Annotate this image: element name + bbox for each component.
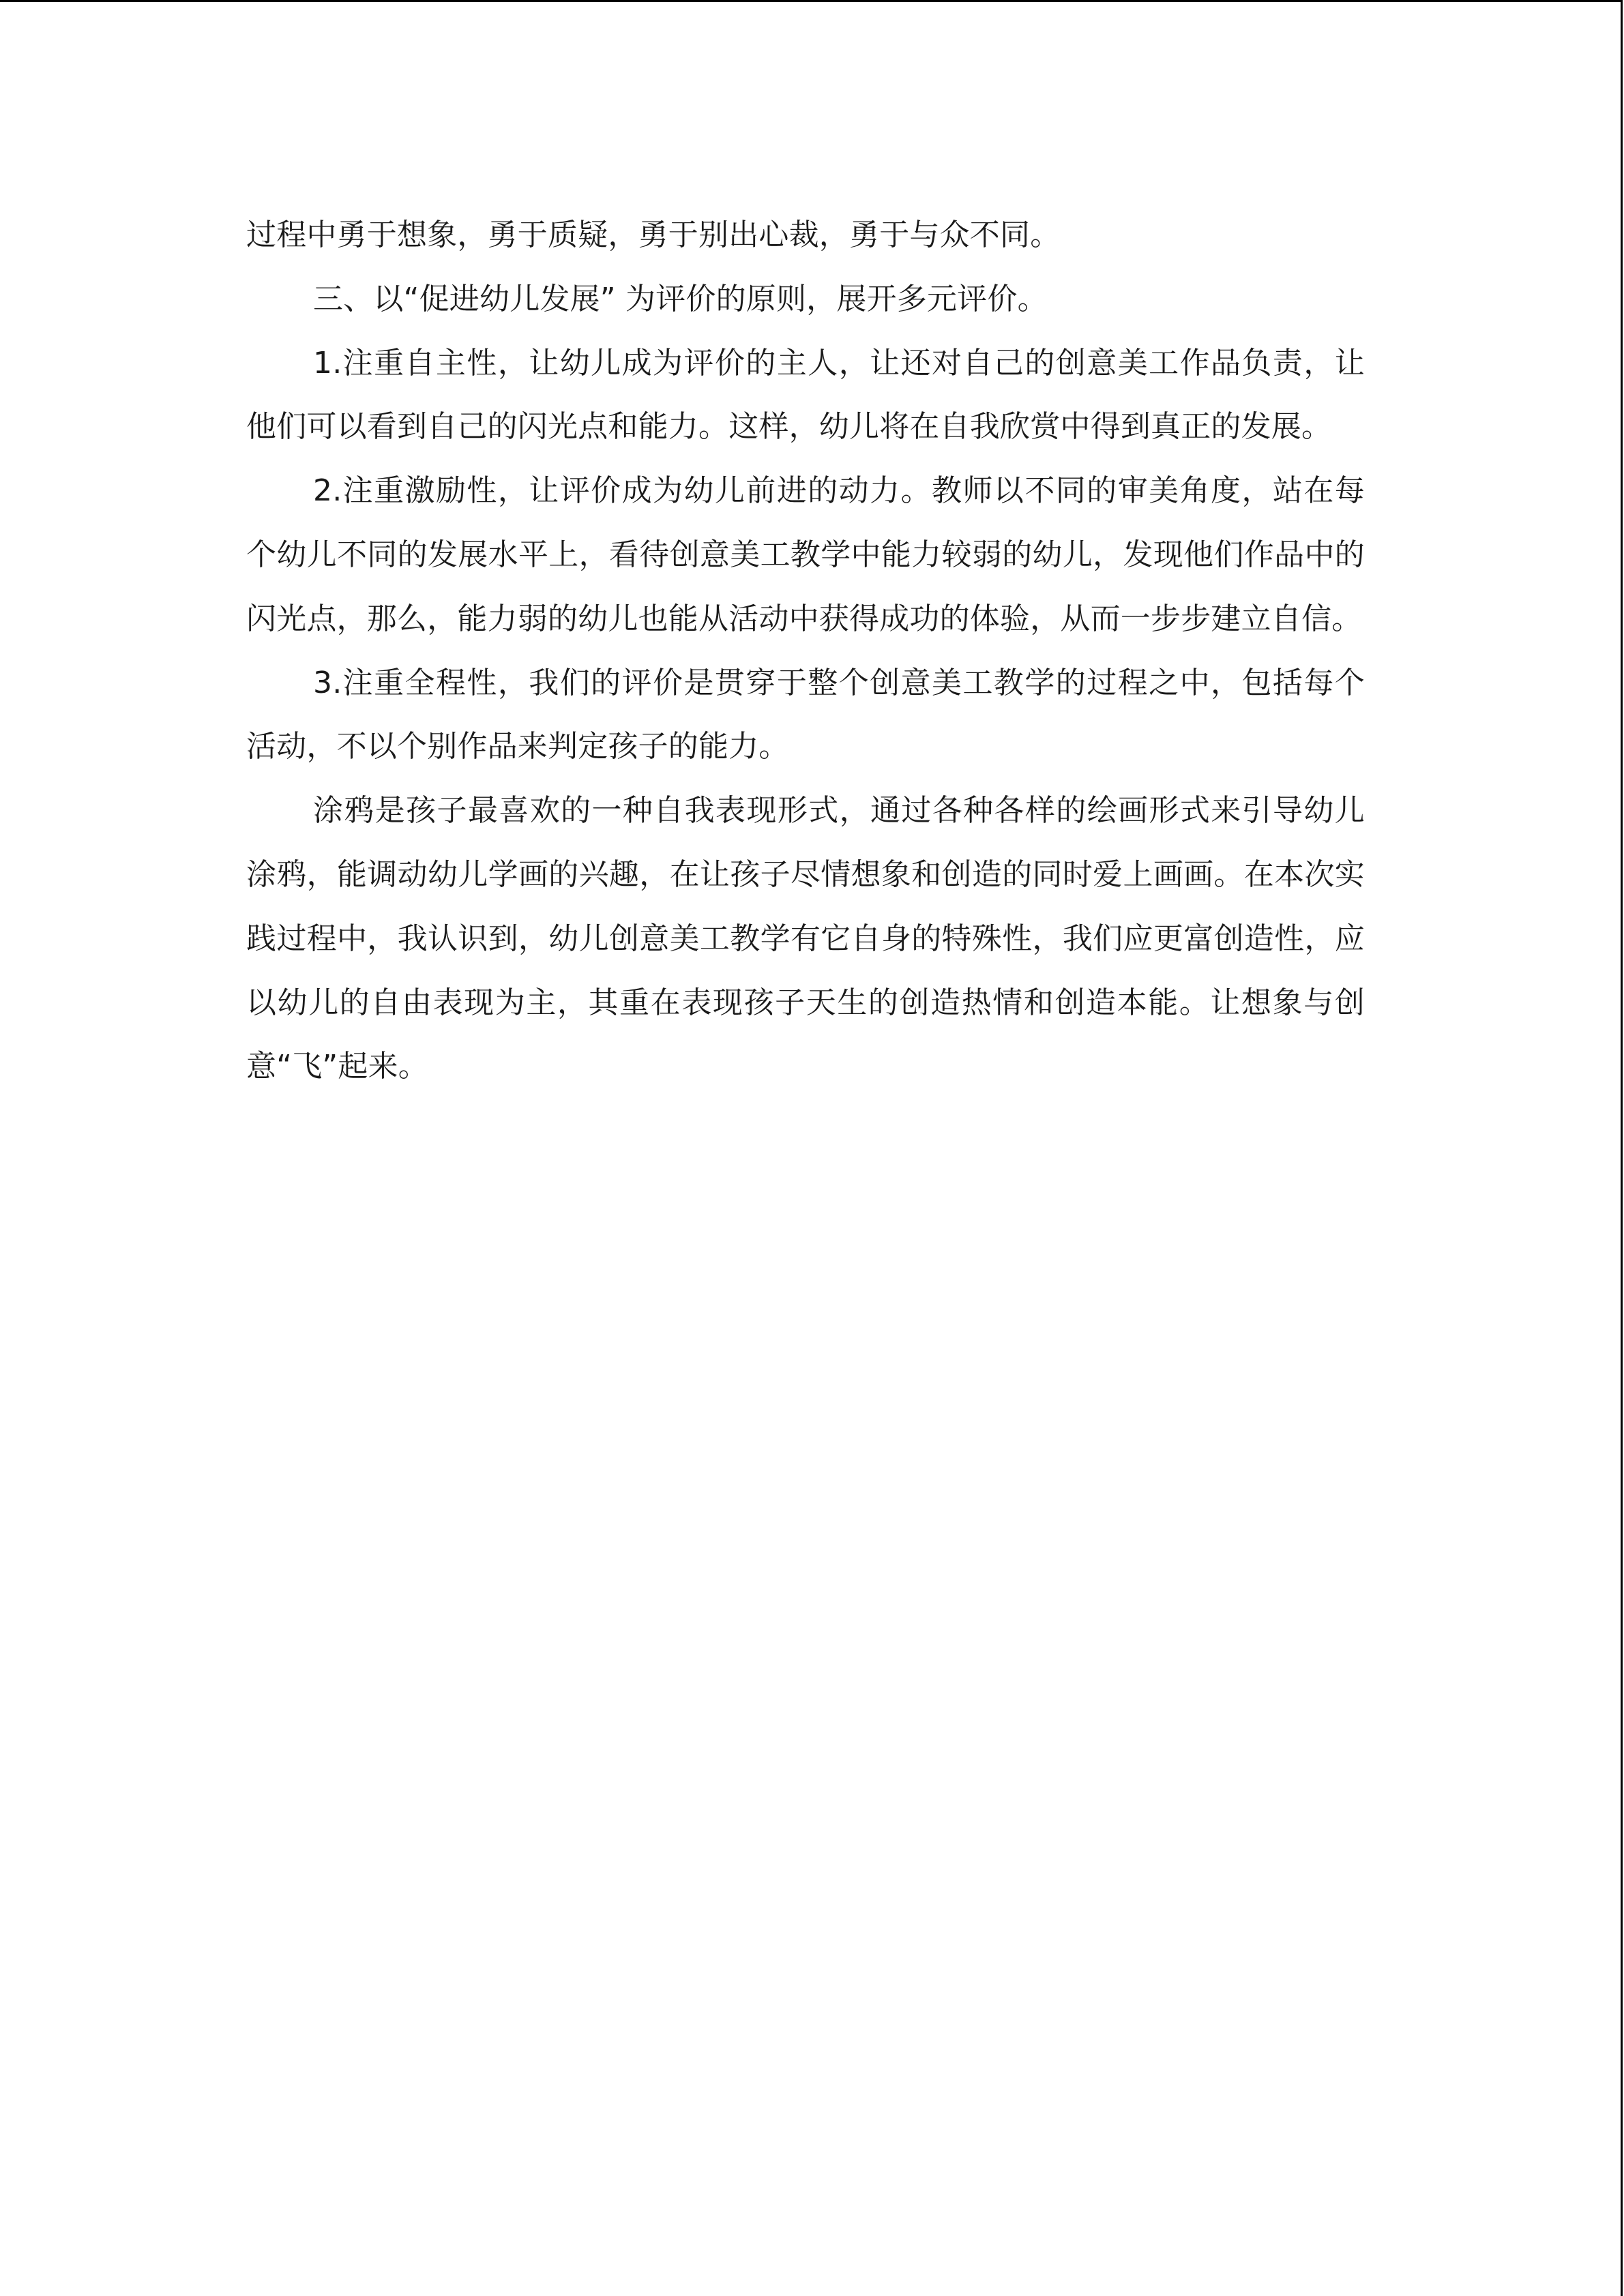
paragraph-point-1: 1.注重自主性，让幼儿成为评价的主人，让还对自己的创意美工作品负责，让他们可以看到自己的闪光点和能力。这样，幼儿将在自我欣赏中得到真正的发展。: [246, 345, 1365, 445]
section-heading-evaluation: 三、以“促进幼儿发展” 为评价的原则，展开多元评价。: [313, 281, 1048, 316]
paragraph-point-2: 2.注重激励性，让评价成为幼儿前进的动力。教师以不同的审美角度，站在每个幼儿不同的发展水平上，看待创意美工教学中能力较弱的幼儿，发现他们作品中的闪光点，那么，能力弱的幼儿也能从活动中获得成功的体验，从而一步步建立自信。: [246, 473, 1365, 636]
paragraph-point-3: 3.注重全程性，我们的评价是贯穿于整个创意美工教学的过程之中，包括每个活动，不以个别作品来判定孩子的能力。: [246, 665, 1365, 764]
document-body: [246, 203, 1365, 1099]
paragraph-conclusion: 涂鸦是孩子最喜欢的一种自我表现形式，通过各种各样的绘画形式来引导幼儿涂鸦，能调动幼儿学画的兴趣，在让孩子尽情想象和创造的同时爱上画画。在本次实践过程中，我认识到，幼儿创意美工教学有它自身的特殊性，我们应更富创造性，应以幼儿的自由表现为主，其重在表现孩子天生的创造热情和创造本能。让想象与创意“飞”起来。: [246, 793, 1365, 1084]
paragraph-continuation: 过程中勇于想象，勇于质疑，勇于别出心裁，勇于与众不同。: [246, 218, 1061, 252]
